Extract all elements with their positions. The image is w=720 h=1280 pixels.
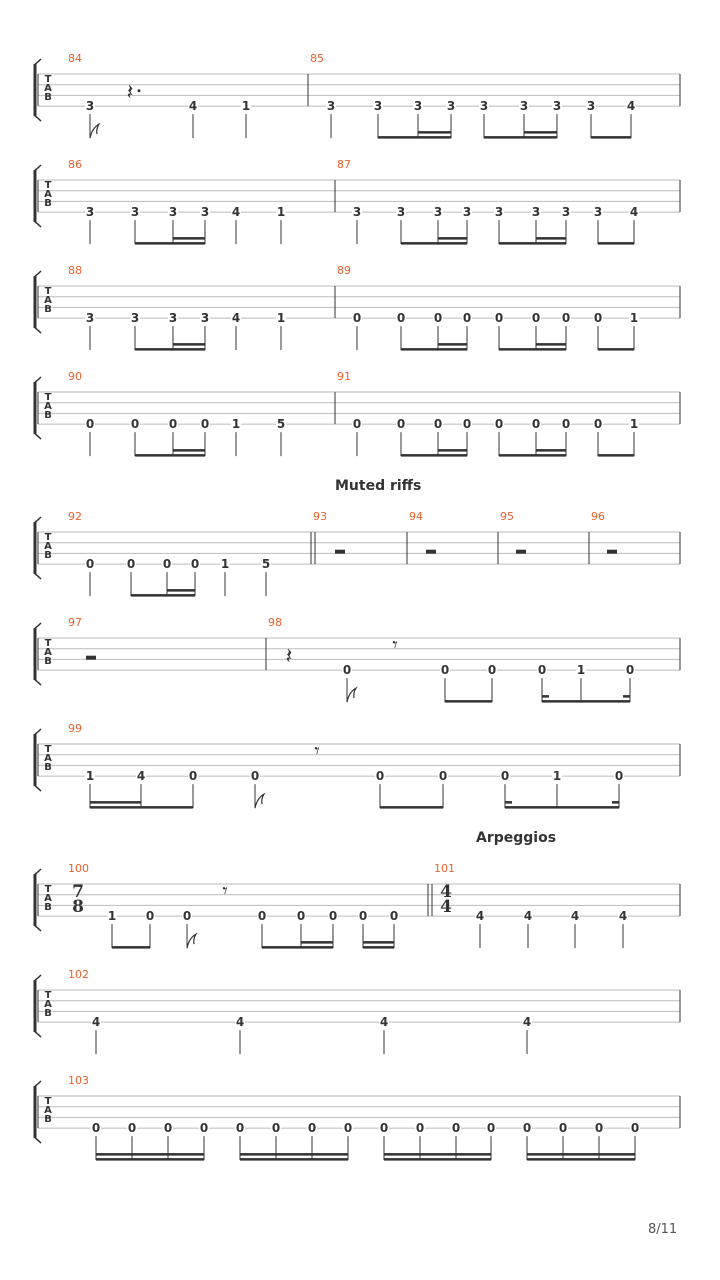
tab-clef-letter: T	[44, 180, 52, 191]
fret-number: 0	[494, 311, 504, 326]
fret-number: 3	[168, 311, 178, 326]
fret-number: 0	[593, 311, 603, 326]
fret-number: 4	[475, 909, 485, 924]
half-rest	[607, 550, 617, 554]
fret-number: 4	[629, 205, 639, 220]
system-bracket-bottom-hook	[35, 1138, 41, 1143]
fret-number: 0	[630, 1121, 640, 1136]
sixteenth-beam-hook	[623, 695, 630, 698]
measure-number: 97	[68, 616, 82, 629]
measure-number: 95	[500, 510, 514, 523]
fret-number: 3	[561, 205, 571, 220]
fret-number: 1	[576, 663, 586, 678]
fret-number: 3	[373, 99, 383, 114]
measure-number: 100	[68, 862, 89, 875]
beam	[240, 1158, 348, 1161]
sixteenth-beam-hook	[542, 695, 549, 698]
eighth-flag	[90, 124, 99, 138]
half-rest	[516, 550, 526, 554]
beam	[499, 242, 566, 245]
tab-clef-letter: A	[44, 541, 52, 552]
fret-number: 0	[433, 311, 443, 326]
system-bracket-top-hook	[35, 729, 41, 734]
fret-number: 0	[342, 663, 352, 678]
fret-number: 1	[629, 311, 639, 326]
fret-number: 3	[586, 99, 596, 114]
eighth-rest: 𝄾	[314, 738, 320, 763]
system-bracket-bottom-hook	[35, 328, 41, 333]
tab-clef-letter: T	[44, 74, 52, 85]
fret-number: 0	[250, 769, 260, 784]
measure-number: 101	[434, 862, 455, 875]
fret-number: 0	[168, 417, 178, 432]
system-bracket-bottom-hook	[35, 926, 41, 931]
beam	[112, 946, 150, 949]
system-bracket-top-hook	[35, 377, 41, 382]
fret-number: 1	[107, 909, 117, 924]
fret-number: 0	[396, 311, 406, 326]
measure-number: 103	[68, 1074, 89, 1087]
sixteenth-beam	[438, 237, 467, 240]
fret-number: 1	[552, 769, 562, 784]
beam	[598, 242, 634, 245]
sixteenth-beam	[173, 343, 205, 346]
fret-number: 4	[188, 99, 198, 114]
tab-clef-letter: A	[44, 295, 52, 306]
fret-number: 3	[85, 99, 95, 114]
measure-number: 93	[313, 510, 327, 523]
beam	[135, 454, 205, 457]
beam	[131, 594, 195, 597]
fret-number: 0	[396, 417, 406, 432]
fret-number: 0	[163, 1121, 173, 1136]
measure-number: 98	[268, 616, 282, 629]
quarter-rest: 𝄽	[285, 644, 293, 670]
system-bracket-top-hook	[35, 975, 41, 980]
fret-number: 0	[379, 1121, 389, 1136]
fret-number: 3	[200, 311, 210, 326]
beam	[499, 348, 566, 351]
measure-number: 102	[68, 968, 89, 981]
beam	[135, 242, 205, 245]
fret-number: 3	[85, 311, 95, 326]
tab-clef-letter: B	[44, 1114, 52, 1125]
fret-number: 0	[462, 417, 472, 432]
fret-number: 0	[433, 417, 443, 432]
fret-number: 1	[85, 769, 95, 784]
fret-number: 4	[618, 909, 628, 924]
fret-number: 0	[462, 311, 472, 326]
sixteenth-beam	[536, 343, 566, 346]
tab-clef-letter: A	[44, 83, 52, 94]
sixteenth-beam	[438, 449, 467, 452]
fret-number: 0	[558, 1121, 568, 1136]
sixteenth-beam	[173, 237, 205, 240]
tab-clef-letter: T	[44, 532, 52, 543]
fret-number: 3	[519, 99, 529, 114]
tab-clef-letter: T	[44, 392, 52, 403]
fret-number: 0	[375, 769, 385, 784]
fret-number: 0	[271, 1121, 281, 1136]
tab-clef-letter: T	[44, 286, 52, 297]
fret-number: 0	[494, 417, 504, 432]
fret-number: 0	[85, 557, 95, 572]
sixteenth-beam	[438, 343, 467, 346]
system-bracket-top-hook	[35, 1081, 41, 1086]
fret-number: 3	[396, 205, 406, 220]
fret-number: 0	[235, 1121, 245, 1136]
system-bracket-bottom-hook	[35, 574, 41, 579]
fret-number: 3	[413, 99, 423, 114]
fret-number: 0	[440, 663, 450, 678]
sixteenth-beam	[418, 131, 451, 134]
fret-number: 3	[494, 205, 504, 220]
fret-number: 3	[168, 205, 178, 220]
fret-number: 0	[296, 909, 306, 924]
system-bracket-top-hook	[35, 517, 41, 522]
system-bracket-bottom-hook	[35, 222, 41, 227]
fret-number: 1	[231, 417, 241, 432]
tab-clef-letter: B	[44, 92, 52, 103]
fret-number: 0	[182, 909, 192, 924]
fret-number: 0	[162, 557, 172, 572]
fret-number: 0	[561, 311, 571, 326]
sixteenth-beam	[524, 131, 557, 134]
fret-number: 3	[433, 205, 443, 220]
measure-number: 88	[68, 264, 82, 277]
fret-number: 3	[462, 205, 472, 220]
eighth-rest: 𝄾	[222, 878, 228, 903]
sixteenth-beam-hook	[612, 801, 619, 804]
fret-number: 0	[307, 1121, 317, 1136]
sixteenth-beam	[90, 801, 141, 804]
fret-number: 4	[523, 909, 533, 924]
beam	[401, 242, 467, 245]
tab-clef-letter: T	[44, 638, 52, 649]
beam	[90, 806, 193, 809]
fret-number: 3	[352, 205, 362, 220]
beam	[96, 1158, 204, 1161]
fret-number: 0	[389, 909, 399, 924]
tab-clef-letter: A	[44, 893, 52, 904]
tab-clef-letter: A	[44, 753, 52, 764]
fret-number: 3	[531, 205, 541, 220]
page-number: 8/11	[648, 1222, 678, 1237]
fret-number: 4	[379, 1015, 389, 1030]
fret-number: 0	[145, 909, 155, 924]
beam	[598, 454, 634, 457]
fret-number: 1	[276, 311, 286, 326]
tab-clef-letter: A	[44, 647, 52, 658]
system-bracket-bottom-hook	[35, 786, 41, 791]
fret-number: 1	[276, 205, 286, 220]
fret-number: 0	[593, 417, 603, 432]
fret-number: 3	[593, 205, 603, 220]
fret-number: 3	[200, 205, 210, 220]
fret-number: 0	[415, 1121, 425, 1136]
system-bracket-bottom-hook	[35, 116, 41, 121]
beam	[363, 946, 394, 949]
eighth-rest: 𝄾	[392, 632, 398, 657]
fret-number: 0	[625, 663, 635, 678]
fret-number: 0	[438, 769, 448, 784]
beam	[401, 348, 467, 351]
fret-number: 3	[130, 205, 140, 220]
fret-number: 0	[257, 909, 267, 924]
measure-number: 89	[337, 264, 351, 277]
fret-number: 0	[199, 1121, 209, 1136]
beam	[598, 348, 634, 351]
quarter-rest: 𝄽	[126, 80, 134, 106]
time-signature-bottom: 4	[440, 897, 452, 917]
fret-number: 4	[570, 909, 580, 924]
fret-number: 0	[531, 311, 541, 326]
beam	[542, 700, 630, 703]
fret-number: 0	[614, 769, 624, 784]
system-bracket-top-hook	[35, 59, 41, 64]
fret-number: 0	[200, 417, 210, 432]
sixteenth-beam	[363, 941, 394, 944]
fret-number: 0	[531, 417, 541, 432]
system-bracket-top-hook	[35, 271, 41, 276]
eighth-flag	[187, 934, 196, 948]
sixteenth-beam	[536, 449, 566, 452]
tab-clef-letter: B	[44, 902, 52, 913]
sixteenth-beam-hook	[505, 801, 512, 804]
fret-number: 1	[629, 417, 639, 432]
fret-number: 4	[136, 769, 146, 784]
sixteenth-beam	[536, 237, 566, 240]
fret-number: 0	[537, 663, 547, 678]
fret-number: 0	[126, 557, 136, 572]
beam	[401, 454, 467, 457]
measure-number: 96	[591, 510, 605, 523]
fret-number: 0	[594, 1121, 604, 1136]
fret-number: 0	[130, 417, 140, 432]
half-rest	[426, 550, 436, 554]
system-bracket-top-hook	[35, 623, 41, 628]
fret-number: 4	[522, 1015, 532, 1030]
tab-clef-letter: T	[44, 744, 52, 755]
tab-clef-letter: T	[44, 1096, 52, 1107]
fret-number: 0	[328, 909, 338, 924]
sixteenth-beam	[384, 1153, 491, 1156]
tab-clef-letter: A	[44, 189, 52, 200]
fret-number: 0	[561, 417, 571, 432]
beam	[499, 454, 566, 457]
sixteenth-beam	[301, 941, 333, 944]
fret-number: 3	[479, 99, 489, 114]
measure-number: 99	[68, 722, 82, 735]
beam	[380, 806, 443, 809]
beam	[527, 1158, 635, 1161]
fret-number: 0	[352, 417, 362, 432]
fret-number: 3	[85, 205, 95, 220]
section-title-arpeggios: Arpeggios	[476, 830, 557, 846]
fret-number: 0	[486, 1121, 496, 1136]
fret-number: 5	[261, 557, 271, 572]
system-bracket-bottom-hook	[35, 1032, 41, 1037]
fret-number: 0	[127, 1121, 137, 1136]
beam	[262, 946, 333, 949]
measure-number: 90	[68, 370, 82, 383]
fret-number: 4	[235, 1015, 245, 1030]
fret-number: 4	[626, 99, 636, 114]
beam	[591, 136, 631, 139]
sixteenth-beam	[96, 1153, 204, 1156]
system-bracket-bottom-hook	[35, 680, 41, 685]
sixteenth-beam	[240, 1153, 348, 1156]
beam	[384, 1158, 491, 1161]
fret-number: 0	[190, 557, 200, 572]
tab-clef-letter: T	[44, 884, 52, 895]
eighth-flag	[347, 688, 356, 702]
fret-number: 0	[352, 311, 362, 326]
fret-number: 4	[231, 205, 241, 220]
measure-number: 87	[337, 158, 351, 171]
fret-number: 1	[241, 99, 251, 114]
tab-clef-letter: B	[44, 656, 52, 667]
rest-dot	[138, 89, 141, 92]
tab-clef-letter: B	[44, 198, 52, 209]
section-title-muted-riffs: Muted riffs	[335, 478, 422, 494]
fret-number: 0	[451, 1121, 461, 1136]
tab-clef-letter: B	[44, 304, 52, 315]
measure-number: 84	[68, 52, 82, 65]
half-rest	[86, 656, 96, 660]
fret-number: 0	[188, 769, 198, 784]
beam	[484, 136, 557, 139]
fret-number: 3	[130, 311, 140, 326]
system-bracket-top-hook	[35, 869, 41, 874]
fret-number: 0	[85, 417, 95, 432]
tab-clef-letter: A	[44, 401, 52, 412]
fret-number: 4	[91, 1015, 101, 1030]
fret-number: 0	[358, 909, 368, 924]
sixteenth-beam	[527, 1153, 635, 1156]
tab-clef-letter: B	[44, 410, 52, 421]
fret-number: 0	[343, 1121, 353, 1136]
fret-number: 3	[326, 99, 336, 114]
sixteenth-beam	[167, 589, 195, 592]
system-bracket-top-hook	[35, 165, 41, 170]
fret-number: 0	[91, 1121, 101, 1136]
fret-number: 5	[276, 417, 286, 432]
beam	[445, 700, 492, 703]
half-rest	[335, 550, 345, 554]
fret-number: 0	[500, 769, 510, 784]
fret-number: 0	[522, 1121, 532, 1136]
time-signature-bottom: 8	[72, 897, 84, 917]
tab-clef-letter: A	[44, 999, 52, 1010]
tab-clef-letter: A	[44, 1105, 52, 1116]
tab-clef-letter: T	[44, 990, 52, 1001]
measure-number: 86	[68, 158, 82, 171]
fret-number: 0	[487, 663, 497, 678]
fret-number: 3	[552, 99, 562, 114]
tab-clef-letter: B	[44, 1008, 52, 1019]
measure-number: 94	[409, 510, 423, 523]
beam	[378, 136, 451, 139]
time-signature-top: 4	[440, 882, 452, 902]
tab-clef-letter: B	[44, 762, 52, 773]
fret-number: 1	[220, 557, 230, 572]
beam	[505, 806, 619, 809]
measure-number: 91	[337, 370, 351, 383]
measure-number: 85	[310, 52, 324, 65]
time-signature-top: 7	[72, 882, 84, 902]
sixteenth-beam	[173, 449, 205, 452]
fret-number: 3	[446, 99, 456, 114]
tab-clef-letter: B	[44, 550, 52, 561]
beam	[135, 348, 205, 351]
eighth-flag	[255, 794, 264, 808]
system-bracket-bottom-hook	[35, 434, 41, 439]
measure-number: 92	[68, 510, 82, 523]
fret-number: 4	[231, 311, 241, 326]
